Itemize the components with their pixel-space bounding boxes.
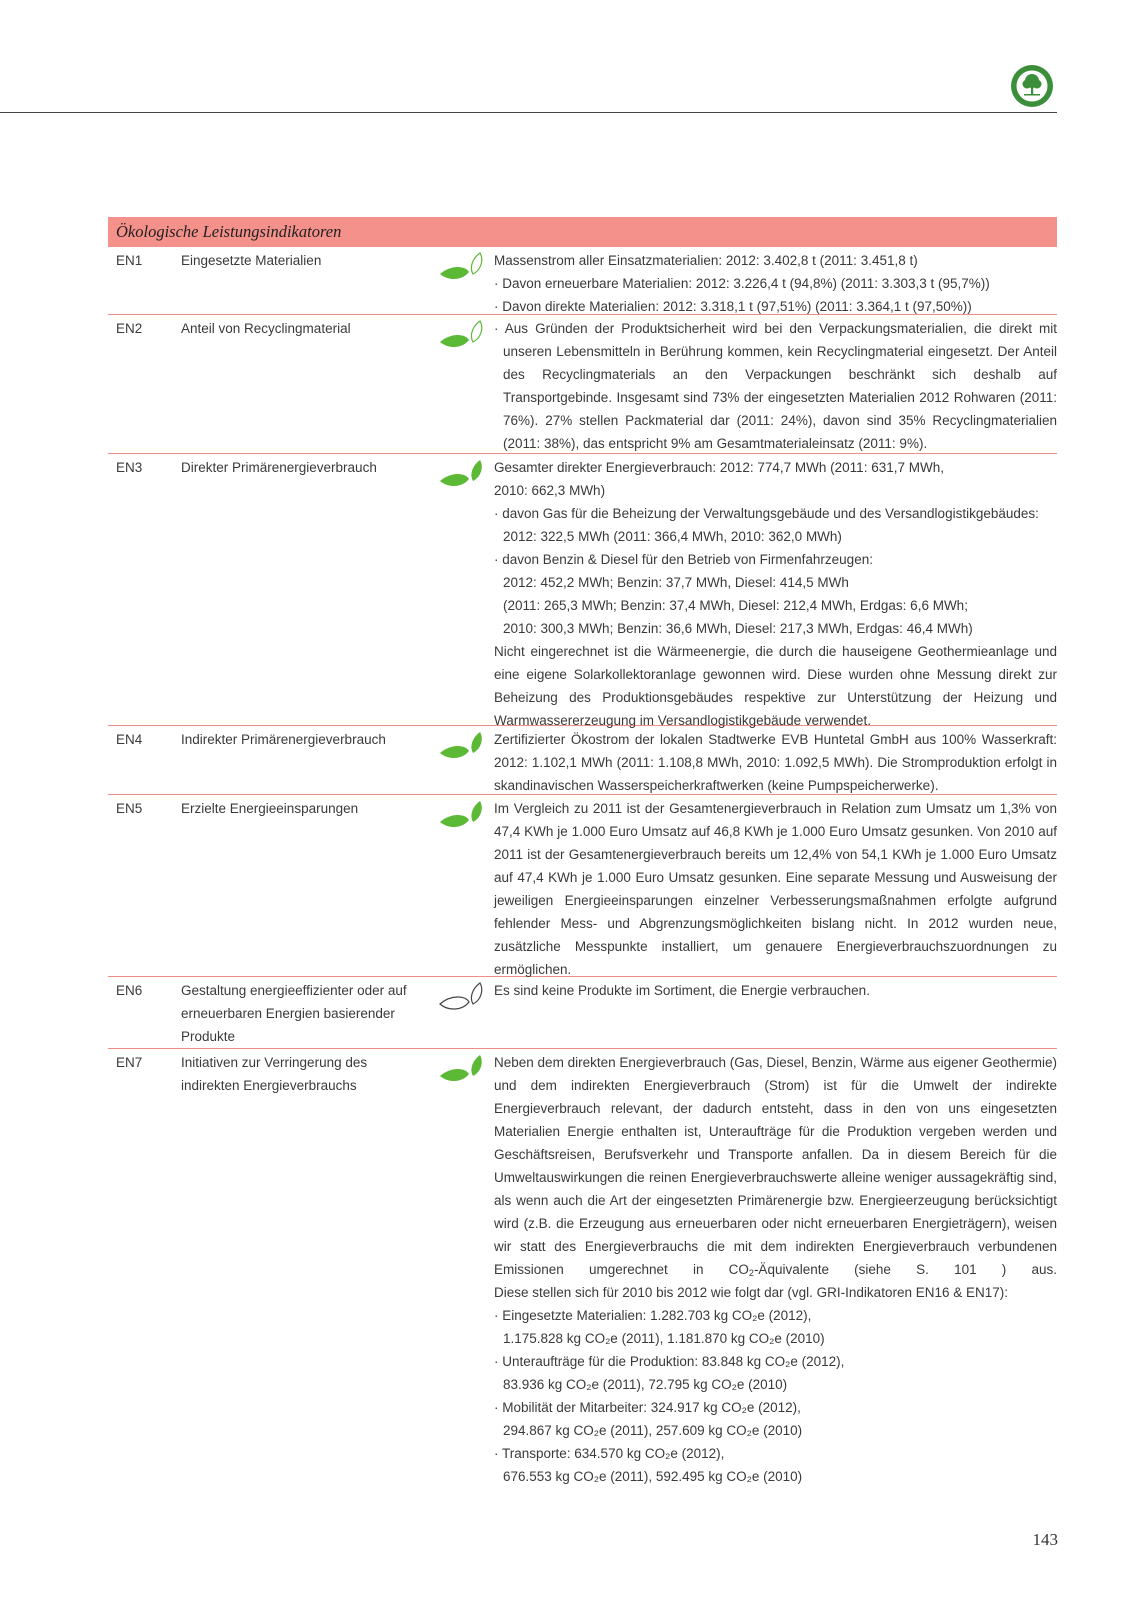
desc-text: Neben dem direkten Energieverbrauch (Gas, Diesel, Benzin, Wärme aus eigener Geothermie) und dem indirekten Energieverbrauch (Strom) ist für die Umwelt der indirekte Energieverbrauch relevant, der dadurch entsteht, dass in den von uns eingesetzten Materialien Energie enthalten ist, Unteraufträge für die Produktion vergeben werden und Geschäftsreisen, Berufsverkehr und Transporte anfallen. Da in diesem Bereich für die Umweltauswirkungen die reinen Energieverbrauchswerte alleine weniger aussagekräftig sind, als wenn auch die Art der eingesetzten Primärenergie bzw. Energieerzeugung berücksichtigt wird (z.B. die Erzeugung aus erneuerbaren oder nicht erneuerbaren Energieträgern), weisen wir statt des Energieverbrauchs die mit dem indirekten Energieverbrauch verbundenen Emissionen umgerechnet in CO (494, 1055, 1057, 1277)
page-number: 143 (1032, 1530, 1058, 1549)
indicator-code: EN2 (116, 321, 143, 336)
desc-indented-line: 2012: 322,5 MWh (2011: 366,4 MWh, 2010: 362,0 MWh) (503, 529, 842, 544)
indicator-code: EN7 (116, 1055, 143, 1070)
desc-line: Diese stellen sich für 2010 bis 2012 wie folgt dar (vgl. GRI-Indikatoren EN16 & EN17): (494, 1285, 1009, 1300)
desc-line: Es sind keine Produkte im Sortiment, die Energie verbrauchen. (494, 983, 870, 998)
indicator-description (494, 456, 1057, 732)
desc-indented-line: 2012: 452,2 MWh; Benzin: 37,7 MWh, Diesel: 414,5 MWh (503, 575, 849, 590)
desc-line: 2010: 662,3 MWh) (494, 483, 606, 498)
leaf-half-icon (438, 251, 488, 285)
emission-line: 83.936 kg CO₂e (2011), 72.795 kg CO₂e (2010) (503, 1377, 788, 1392)
leaf-half-icon (438, 319, 488, 353)
section-title: Ökologische Leistungsindikatoren (116, 222, 342, 241)
indicator-code: EN3 (116, 460, 143, 475)
leaf-full-icon (438, 730, 488, 764)
indicator-code: EN4 (116, 732, 143, 747)
indicator-label: Initiativen zur Verringerung des indirekten Energieverbrauchs (181, 1055, 368, 1093)
indicator-description (494, 797, 1057, 981)
desc-paragraph: Im Vergleich zu 2011 ist der Gesamtenergieverbrauch in Relation zum Umsatz um 1,3% von 47,4 KWh je 1.000 Euro Umsatz auf 46,8 KWh je 1.000 Euro Umsatz gesunken. Von 2010 auf 2011 ist der Gesamtenergieverbrauch bereits um 12,4% von 54,1 KWh je 1.000 Euro Umsatz auf 47,4 KWh je 1.000 Euro Umsatz gesunken. Eine separate Messung und Ausweisung der jeweiligen Energieeinsparungen einzelner Verbesserungsmaßnahmen erfolgte aufgrund fehlender Mess- und Abgrenzungsmöglichkeiten bislang nicht. In 2012 wurden neue, zusätzliche Messpunkte installiert, um genauere Energieverbrauchszuordnungen zu ermöglichen. (494, 801, 1057, 977)
desc-paragraph (494, 1051, 1057, 1281)
header-rule (0, 112, 1057, 113)
indicator-label: Erzielte Energieeinsparungen (181, 801, 359, 816)
indicator-row-en6 (108, 977, 1057, 1049)
emission-line: 676.553 kg CO₂e (2011), 592.495 kg CO₂e (2010) (503, 1469, 803, 1484)
section-header (108, 217, 1057, 247)
indicator-label: Gestaltung energieeffizienter oder auf erneuerbaren Energien basierender Produkte (181, 983, 407, 1044)
desc-indented-line: 2010: 300,3 MWh; Benzin: 36,6 MWh, Diesel: 217,3 MWh, Erdgas: 46,4 MWh) (503, 621, 973, 636)
indicator-description (494, 249, 1057, 318)
leaf-outline-icon (438, 981, 488, 1015)
indicator-row-en4 (108, 726, 1057, 795)
indicator-code: EN5 (116, 801, 143, 816)
indicator-label: Indirekter Primärenergieverbrauch (181, 732, 386, 747)
desc-bullet: · Davon direkte Materialien: 2012: 3.318,1 t (97,51%) (2011: 3.364,1 t (97,50%)) (494, 299, 972, 314)
leaf-full-icon (438, 1053, 488, 1087)
desc-bullet: · davon Gas für die Beheizung der Verwaltungsgebäude und des Versandlogistikgebäudes: (494, 506, 1039, 521)
emission-bullet: · Transporte: 634.570 kg CO₂e (2012), (494, 1446, 725, 1461)
emission-line: 294.867 kg CO₂e (2011), 257.609 kg CO₂e (2010) (503, 1423, 803, 1438)
tree-seal-logo-icon (1010, 64, 1054, 108)
indicator-label: Eingesetzte Materialien (181, 253, 322, 268)
indicator-row-en3 (108, 454, 1057, 726)
indicator-label: Anteil von Recyclingmaterial (181, 321, 351, 336)
indicator-row-en1 (108, 247, 1057, 315)
indicator-row-en5 (108, 795, 1057, 977)
indicator-code: EN1 (116, 253, 143, 268)
indicator-row-en2 (108, 315, 1057, 454)
desc-line: Massenstrom aller Einsatzmaterialien: 2012: 3.402,8 t (2011: 3.451,8 t) (494, 253, 918, 268)
indicator-code: EN6 (116, 983, 143, 998)
indicator-row-en7 (108, 1049, 1057, 1493)
co2-subscript: 2 (748, 1268, 754, 1278)
emission-bullet: · Eingesetzte Materialien: 1.282.703 kg CO₂e (2012), (494, 1308, 812, 1323)
emission-bullet: · Mobilität der Mitarbeiter: 324.917 kg CO₂e (2012), (494, 1400, 801, 1415)
indicator-label: Direkter Primärenergieverbrauch (181, 460, 377, 475)
indicator-description (494, 728, 1057, 797)
emission-line: 1.175.828 kg CO₂e (2011), 1.181.870 kg CO₂e (2010) (503, 1331, 825, 1346)
leaf-full-icon (438, 458, 488, 492)
emission-bullet: · Unteraufträge für die Produktion: 83.848 kg CO₂e (2012), (494, 1354, 845, 1369)
desc-bullet: · davon Benzin & Diesel für den Betrieb von Firmenfahrzeugen: (494, 552, 873, 567)
desc-bullet: · Davon erneuerbare Materialien: 2012: 3.226,4 t (94,8%) (2011: 3.303,3 t (95,7%)) (494, 276, 990, 291)
indicator-description (494, 1051, 1057, 1488)
desc-paragraph: Zertifizierter Ökostrom der lokalen Stadtwerke EVB Huntetal GmbH aus 100% Wasserkraft: 2012: 1.102,1 MWh (2011: 1.108,8 MWh, 2010: 1.092,5 MWh). Die Stromproduktion erfolgt in skandinavischen Wasserspeicherkraftwerken (keine Pumpspeicherwerke). (494, 732, 1057, 793)
desc-indented-line: (2011: 265,3 MWh; Benzin: 37,4 MWh, Diesel: 212,4 MWh, Erdgas: 6,6 MWh; (503, 598, 968, 613)
indicator-description (494, 317, 1057, 455)
indicator-description (494, 979, 1057, 1002)
desc-line: Gesamter direkter Energieverbrauch: 2012: 774,7 MWh (2011: 631,7 MWh, (494, 460, 944, 475)
desc-text: -Äquivalente (siehe S. 101 ) aus. (753, 1262, 1057, 1277)
desc-paragraph: Nicht eingerechnet ist die Wärmeenergie, die durch die hauseigene Geothermieanlage und eine eigene Solarkollektoranlage gewonnen wird. Diese wurden ohne Messung direkt zur Beheizung des Produktionsgebäudes respektive zur Unterstützung der Heizung und Warmwassererzeugung im Versandlogistikgebäude verwendet. (494, 644, 1057, 728)
desc-bullet: · Aus Gründen der Produktsicherheit wird bei den Verpackungsmaterialien, die direkt mit unseren Lebensmitteln in Berührung kommen, kein Recyclingmaterial eingesetzt. Der Anteil des Recyclingmaterials an den Verpackungen beschränkt sich deshalb auf Transportgebinde. Insgesamt sind 73% der eingesetzten Materialien 2012 Rohwaren (2011: 76%). 27% stellen Packmaterial dar (2011: 24%), davon sind 35% Recyclingmaterialien (2011: 38%), das entspricht 9% am Gesamtmaterialeinsatz (2011: 9%). (494, 321, 1057, 451)
leaf-full-icon (438, 799, 488, 833)
